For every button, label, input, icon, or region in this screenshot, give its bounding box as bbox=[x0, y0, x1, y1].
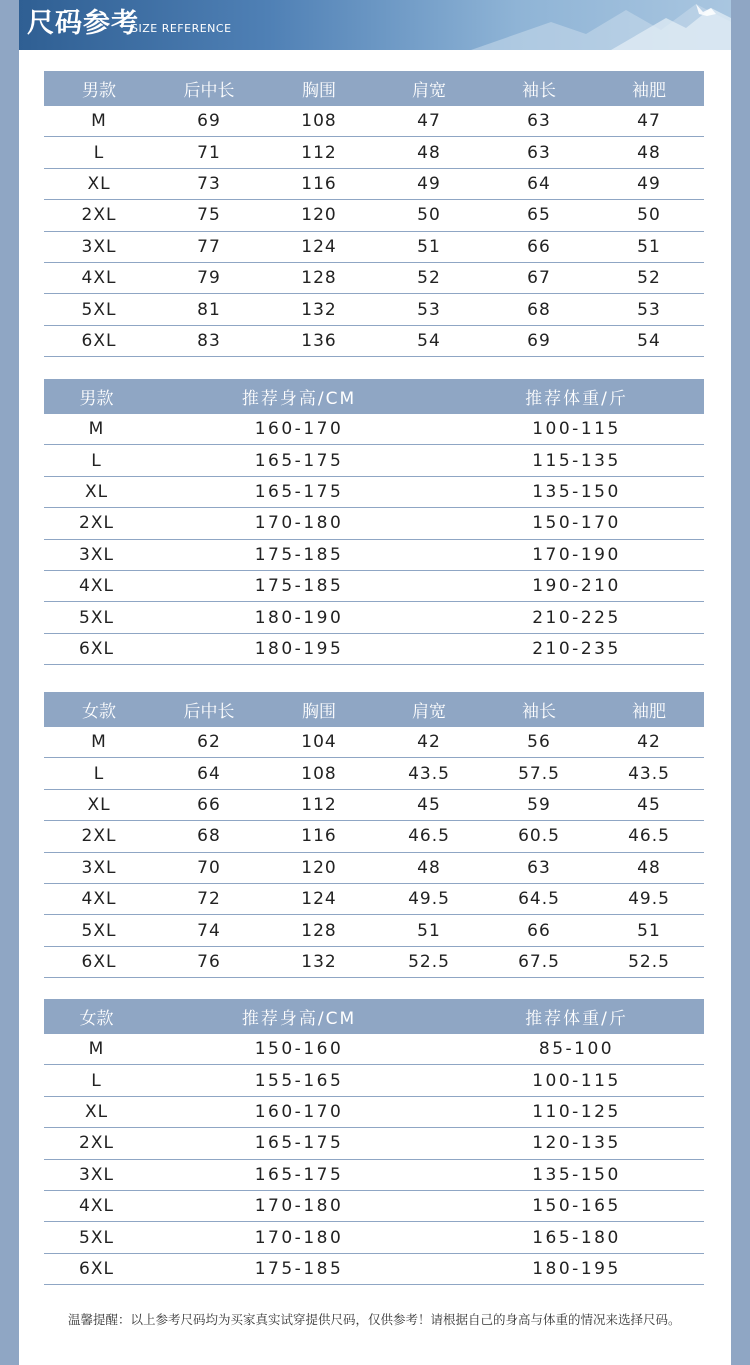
table-row bbox=[44, 634, 704, 665]
header-cell: 肩宽 bbox=[412, 702, 446, 722]
size-label-cell: 4XL bbox=[81, 268, 117, 289]
size-label-cell: 6XL bbox=[81, 951, 117, 972]
size-label-cell: 6XL bbox=[79, 638, 114, 659]
table-cell: 47 bbox=[417, 111, 441, 132]
table-cell: 42 bbox=[637, 732, 661, 753]
table-row bbox=[44, 200, 704, 231]
table-cell: 60.5 bbox=[518, 826, 560, 847]
table-cell: 170-180 bbox=[254, 1227, 344, 1248]
table-cell: 43.5 bbox=[628, 763, 670, 784]
table-cell: 128 bbox=[301, 268, 337, 289]
table-row bbox=[44, 853, 704, 884]
table-cell: 50 bbox=[637, 205, 661, 226]
table-cell: 48 bbox=[637, 142, 661, 163]
table-cell: 49 bbox=[637, 173, 661, 194]
header-cell: 男款 bbox=[79, 389, 114, 409]
table-cell: 108 bbox=[301, 111, 337, 132]
header-cell: 女款 bbox=[79, 1009, 114, 1029]
table-cell: 74 bbox=[197, 920, 221, 941]
size-label-cell: XL bbox=[87, 794, 111, 815]
size-label-cell: 4XL bbox=[81, 889, 117, 910]
table-cell: 100-115 bbox=[532, 1070, 621, 1091]
left-border bbox=[0, 0, 19, 1365]
table-cell: 42 bbox=[417, 732, 441, 753]
header-cell: 袖长 bbox=[522, 81, 556, 101]
table-cell: 128 bbox=[301, 920, 337, 941]
table-row bbox=[44, 1254, 704, 1285]
size-label-cell: 3XL bbox=[79, 1164, 114, 1185]
table-cell: 52.5 bbox=[408, 951, 450, 972]
table-row bbox=[44, 137, 704, 168]
table-cell: 67 bbox=[527, 268, 551, 289]
table-cell: 120-135 bbox=[532, 1133, 621, 1154]
table-cell: 170-180 bbox=[254, 1196, 344, 1217]
table-cell: 116 bbox=[301, 173, 337, 194]
size-label-cell: M bbox=[88, 419, 105, 440]
table-cell: 170-180 bbox=[254, 513, 344, 534]
table-cell: 112 bbox=[301, 142, 337, 163]
table-cell: 72 bbox=[197, 889, 221, 910]
page-subtitle: SIZE REFERENCE bbox=[131, 22, 232, 35]
mountain-illustration bbox=[411, 0, 731, 50]
size-label-cell: 5XL bbox=[81, 920, 117, 941]
table-cell: 160-170 bbox=[254, 419, 344, 440]
size-label-cell: XL bbox=[84, 1101, 109, 1122]
table-cell: 45 bbox=[637, 794, 661, 815]
table-cell: 51 bbox=[417, 236, 441, 257]
size-label-cell: M bbox=[88, 1039, 105, 1060]
table-cell: 132 bbox=[301, 299, 337, 320]
header-banner bbox=[19, 0, 731, 50]
table-cell: 124 bbox=[301, 236, 337, 257]
table-cell: 155-165 bbox=[254, 1070, 344, 1091]
size-label-cell: 2XL bbox=[81, 205, 117, 226]
table-cell: 150-165 bbox=[532, 1196, 621, 1217]
size-label-cell: 4XL bbox=[79, 576, 114, 597]
table-row bbox=[44, 758, 704, 789]
table-cell: 79 bbox=[197, 268, 221, 289]
table-cell: 180-190 bbox=[254, 607, 344, 628]
header-cell: 袖肥 bbox=[632, 702, 666, 722]
table-cell: 180-195 bbox=[254, 638, 344, 659]
table-cell: 165-175 bbox=[254, 1133, 344, 1154]
header-cell: 后中长 bbox=[183, 81, 235, 101]
table-cell: 100-115 bbox=[532, 419, 621, 440]
size-label-cell: 2XL bbox=[79, 513, 114, 534]
table-cell: 210-235 bbox=[532, 638, 621, 659]
table-row bbox=[44, 232, 704, 263]
table-cell: 70 bbox=[197, 857, 221, 878]
size-label-cell: 3XL bbox=[79, 544, 114, 565]
table-row bbox=[44, 294, 704, 325]
table-row bbox=[44, 821, 704, 852]
size-label-cell: 3XL bbox=[81, 857, 117, 878]
table-cell: 180-195 bbox=[532, 1258, 621, 1279]
table-cell: 75 bbox=[197, 205, 221, 226]
table-row bbox=[44, 1097, 704, 1128]
size-label-cell: 6XL bbox=[79, 1258, 114, 1279]
size-label-cell: L bbox=[91, 450, 102, 471]
table-cell: 66 bbox=[527, 920, 551, 941]
table-row bbox=[44, 1034, 704, 1065]
table-row bbox=[44, 326, 704, 357]
table-cell: 210-225 bbox=[532, 607, 621, 628]
table-cell: 63 bbox=[527, 857, 551, 878]
table-cell: 81 bbox=[197, 299, 221, 320]
header-cell: 女款 bbox=[82, 702, 116, 722]
table-cell: 51 bbox=[637, 920, 661, 941]
table-cell: 64 bbox=[527, 173, 551, 194]
table-cell: 51 bbox=[637, 236, 661, 257]
table-cell: 46.5 bbox=[408, 826, 450, 847]
table-row bbox=[44, 540, 704, 571]
table-row bbox=[44, 508, 704, 539]
table-cell: 104 bbox=[301, 732, 337, 753]
header-cell: 肩宽 bbox=[412, 81, 446, 101]
table-cell: 116 bbox=[301, 826, 337, 847]
table-cell: 64.5 bbox=[518, 889, 560, 910]
table-row bbox=[44, 1191, 704, 1222]
size-label-cell: M bbox=[91, 111, 107, 132]
table-cell: 50 bbox=[417, 205, 441, 226]
table-cell: 77 bbox=[197, 236, 221, 257]
table-cell: 83 bbox=[197, 330, 221, 351]
table-cell: 54 bbox=[417, 330, 441, 351]
table-row bbox=[44, 602, 704, 633]
table-cell: 120 bbox=[301, 205, 337, 226]
header-cell: 推荐体重/斤 bbox=[525, 1009, 628, 1029]
table-cell: 69 bbox=[527, 330, 551, 351]
table-cell: 65 bbox=[527, 205, 551, 226]
size-label-cell: L bbox=[91, 1070, 102, 1091]
table-row bbox=[44, 727, 704, 758]
table-row bbox=[44, 445, 704, 476]
table-row bbox=[44, 884, 704, 915]
table-cell: 115-135 bbox=[532, 450, 621, 471]
table-cell: 76 bbox=[197, 951, 221, 972]
header-cell: 推荐身高/CM bbox=[241, 389, 357, 409]
table-header bbox=[44, 692, 704, 727]
table-cell: 45 bbox=[417, 794, 441, 815]
table-cell: 48 bbox=[637, 857, 661, 878]
header-cell: 胸围 bbox=[302, 81, 336, 101]
table-cell: 110-125 bbox=[532, 1101, 621, 1122]
table-row bbox=[44, 414, 704, 445]
table-cell: 53 bbox=[637, 299, 661, 320]
size-label-cell: 3XL bbox=[81, 236, 117, 257]
size-label-cell: XL bbox=[84, 481, 109, 502]
table-cell: 66 bbox=[197, 794, 221, 815]
table-cell: 132 bbox=[301, 951, 337, 972]
table-row bbox=[44, 947, 704, 978]
header-cell: 推荐身高/CM bbox=[241, 1009, 357, 1029]
women-size-table bbox=[44, 692, 704, 978]
table-cell: 49 bbox=[417, 173, 441, 194]
table-cell: 48 bbox=[417, 142, 441, 163]
size-label-cell: 6XL bbox=[81, 330, 117, 351]
table-cell: 135-150 bbox=[532, 481, 621, 502]
table-cell: 165-175 bbox=[254, 450, 344, 471]
table-row bbox=[44, 1065, 704, 1096]
table-row bbox=[44, 915, 704, 946]
header-cell: 男款 bbox=[82, 81, 116, 101]
table-cell: 165-175 bbox=[254, 481, 344, 502]
header-cell: 胸围 bbox=[302, 702, 336, 722]
table-cell: 165-180 bbox=[532, 1227, 621, 1248]
table-cell: 135-150 bbox=[532, 1164, 621, 1185]
table-row bbox=[44, 571, 704, 602]
table-row bbox=[44, 106, 704, 137]
table-cell: 175-185 bbox=[254, 544, 344, 565]
size-label-cell: 5XL bbox=[81, 299, 117, 320]
table-cell: 150-160 bbox=[254, 1039, 344, 1060]
men-size-table bbox=[44, 71, 704, 357]
table-cell: 63 bbox=[527, 142, 551, 163]
size-tip-note: 温馨提醒：以上参考尺码均为买家真实试穿提供尺码，仅供参考！请根据自己的身高与体重的情况来选择尺码。 bbox=[68, 1312, 681, 1327]
size-label-cell: L bbox=[93, 142, 105, 163]
right-border bbox=[731, 0, 750, 1365]
table-cell: 47 bbox=[637, 111, 661, 132]
table-cell: 68 bbox=[527, 299, 551, 320]
table-cell: 52 bbox=[637, 268, 661, 289]
size-label-cell: M bbox=[91, 732, 107, 753]
table-row bbox=[44, 1160, 704, 1191]
table-cell: 175-185 bbox=[254, 576, 344, 597]
table-cell: 51 bbox=[417, 920, 441, 941]
table-cell: 52.5 bbox=[628, 951, 670, 972]
table-cell: 49.5 bbox=[628, 889, 670, 910]
header-cell: 袖肥 bbox=[632, 81, 666, 101]
size-label-cell: L bbox=[93, 763, 105, 784]
table-cell: 165-175 bbox=[254, 1164, 344, 1185]
table-cell: 120 bbox=[301, 857, 337, 878]
size-label-cell: 2XL bbox=[79, 1133, 114, 1154]
table-header bbox=[44, 999, 704, 1034]
table-cell: 67.5 bbox=[518, 951, 560, 972]
size-label-cell: 5XL bbox=[79, 1227, 114, 1248]
table-cell: 190-210 bbox=[532, 576, 621, 597]
table-cell: 71 bbox=[197, 142, 221, 163]
table-cell: 57.5 bbox=[518, 763, 560, 784]
table-row bbox=[44, 477, 704, 508]
table-cell: 63 bbox=[527, 111, 551, 132]
table-cell: 62 bbox=[197, 732, 221, 753]
table-cell: 112 bbox=[301, 794, 337, 815]
table-cell: 69 bbox=[197, 111, 221, 132]
table-cell: 54 bbox=[637, 330, 661, 351]
table-cell: 124 bbox=[301, 889, 337, 910]
table-row bbox=[44, 263, 704, 294]
table-cell: 66 bbox=[527, 236, 551, 257]
table-cell: 175-185 bbox=[254, 1258, 344, 1279]
table-cell: 59 bbox=[527, 794, 551, 815]
table-cell: 52 bbox=[417, 268, 441, 289]
table-cell: 53 bbox=[417, 299, 441, 320]
table-cell: 43.5 bbox=[408, 763, 450, 784]
table-cell: 150-170 bbox=[532, 513, 621, 534]
table-cell: 48 bbox=[417, 857, 441, 878]
table-cell: 160-170 bbox=[254, 1101, 344, 1122]
header-cell: 后中长 bbox=[183, 702, 235, 722]
table-row bbox=[44, 790, 704, 821]
table-cell: 108 bbox=[301, 763, 337, 784]
page-title: 尺码参考 bbox=[27, 8, 139, 39]
table-row bbox=[44, 169, 704, 200]
table-header bbox=[44, 379, 704, 414]
table-row bbox=[44, 1222, 704, 1253]
table-header bbox=[44, 71, 704, 106]
header-cell: 推荐体重/斤 bbox=[525, 389, 628, 409]
table-cell: 64 bbox=[197, 763, 221, 784]
women-recommend-table bbox=[44, 999, 704, 1285]
size-label-cell: 2XL bbox=[81, 826, 117, 847]
table-cell: 170-190 bbox=[532, 544, 621, 565]
table-cell: 56 bbox=[527, 732, 551, 753]
men-recommend-table bbox=[44, 379, 704, 665]
table-cell: 73 bbox=[197, 173, 221, 194]
header-cell: 袖长 bbox=[522, 702, 556, 722]
size-label-cell: XL bbox=[87, 173, 111, 194]
size-label-cell: 5XL bbox=[79, 607, 114, 628]
table-cell: 46.5 bbox=[628, 826, 670, 847]
size-label-cell: 4XL bbox=[79, 1196, 114, 1217]
table-cell: 68 bbox=[197, 826, 221, 847]
table-cell: 85-100 bbox=[538, 1039, 615, 1060]
table-cell: 49.5 bbox=[408, 889, 450, 910]
table-cell: 136 bbox=[301, 330, 337, 351]
table-row bbox=[44, 1128, 704, 1159]
